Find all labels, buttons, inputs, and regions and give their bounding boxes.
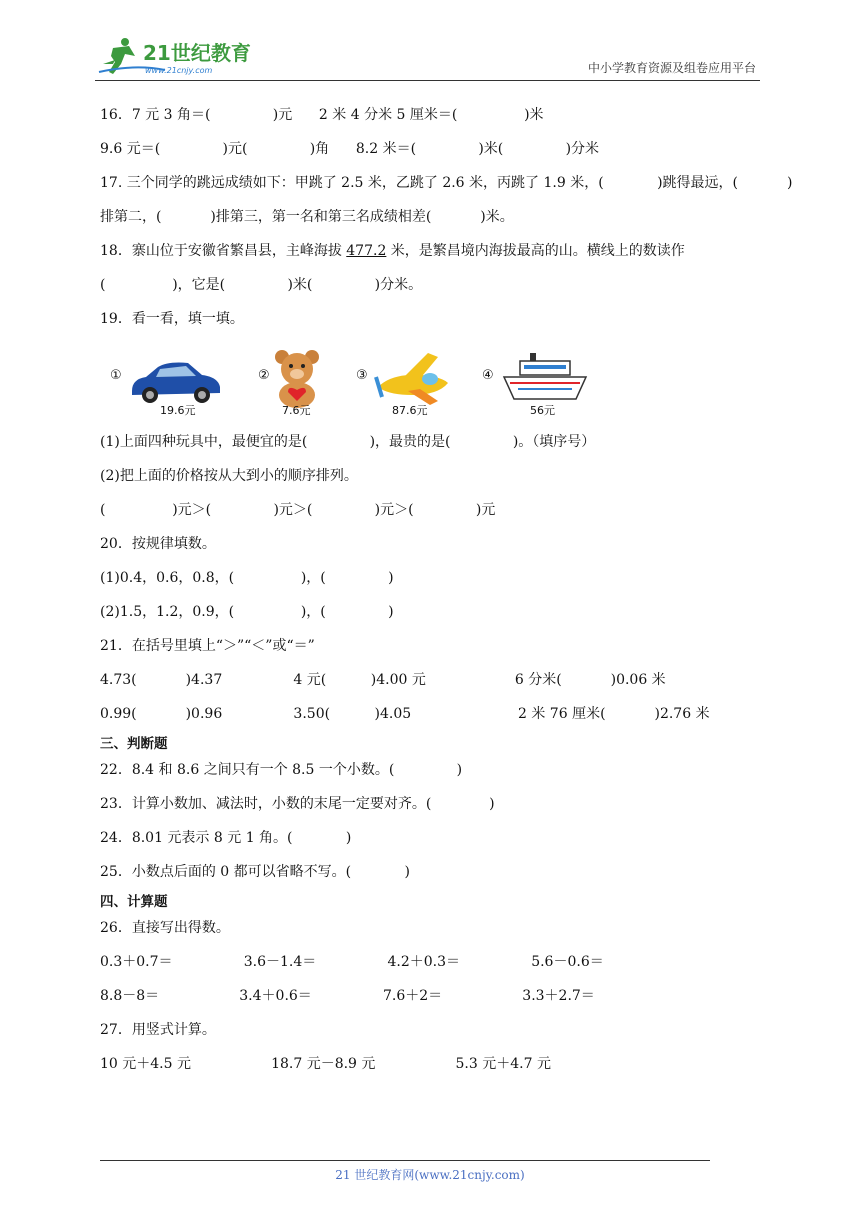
q19-sub3: ( )元＞( )元＞( )元＞( )元 xyxy=(100,502,496,518)
page-header xyxy=(95,34,760,81)
q27-row: 10 元＋4.5 元 18.7 元－8.9 元 5.3 元＋4.7 元 xyxy=(100,1056,551,1072)
logo-text: 21世纪教育 xyxy=(143,41,251,65)
q24: 24．8.01 元表示 8 元 1 角。( ) xyxy=(100,830,352,846)
q23: 23．计算小数加、减法时，小数的末尾一定要对齐。( ) xyxy=(100,796,495,812)
logo-url: www.21cnjy.com xyxy=(145,66,213,75)
q16-line1: 16．7 元 3 角＝( )元 2 米 4 分米 5 厘米＝( )米 xyxy=(100,107,544,123)
footer-text[interactable]: 21 世纪教育网(www.21cnjy.com) xyxy=(335,1168,525,1182)
toy-price-4: 56元 xyxy=(530,404,555,417)
section-4-heading: 四、计算题 xyxy=(100,894,168,910)
q26-row1: 0.3＋0.7＝ 3.6－1.4＝ 4.2＋0.3＝ 5.6－0.6＝ xyxy=(100,954,604,970)
section-3-heading: 三、判断题 xyxy=(100,736,168,752)
q16-line2: 9.6 元＝( )元( )角 8.2 米＝( )米( )分米 xyxy=(100,141,600,157)
toy-price-2: 7.6元 xyxy=(282,404,311,417)
q21-row1: 4.73( )4.37 4 元( )4.00 元 6 分米( )0.06 米 xyxy=(100,672,666,688)
logo-21cnjy-icon xyxy=(95,34,265,78)
q20-title: 20．按规律填数。 xyxy=(100,536,216,552)
toy-number-3: ③ xyxy=(356,368,368,383)
q26-row2: 8.8－8＝ 3.4＋0.6＝ 7.6＋2＝ 3.3＋2.7＝ xyxy=(100,988,595,1004)
toys-row xyxy=(110,338,610,420)
q27-title: 27．用竖式计算。 xyxy=(100,1022,216,1038)
q18-line2: ( )，它是( )米( )分米。 xyxy=(100,277,423,293)
q22: 22．8.4 和 8.6 之间只有一个 8.5 一个小数。( ) xyxy=(100,762,463,778)
q17-line1: 17. 三个同学的跳远成绩如下：甲跳了 2.5 米，乙跳了 2.6 米，丙跳了 1.9 米，( )跳得最远，( ) xyxy=(100,175,793,191)
q21-title: 21．在括号里填上“＞”“＜”或“＝” xyxy=(100,638,315,654)
q18-underlined-number: 477.2 xyxy=(346,243,387,259)
q20-sub2: (2)1.5，1.2，0.9，( )，( ) xyxy=(100,604,394,620)
toy-price-3: 87.6元 xyxy=(392,404,428,417)
toy-number-1: ① xyxy=(110,368,122,383)
q19-sub1: (1)上面四种玩具中，最便宜的是( )，最贵的是( )。（填序号） xyxy=(100,434,596,450)
q19-title: 19．看一看，填一填。 xyxy=(100,311,244,327)
q26-title: 26．直接写出得数。 xyxy=(100,920,230,936)
q18-pre: 18．寨山位于安徽省繁昌县，主峰海拔 xyxy=(100,243,347,259)
q21-row2: 0.99( )0.96 3.50( )4.05 2 米 76 厘米( )2.76 米 xyxy=(100,706,710,722)
q17-line2: 排第二，( )排第三，第一名和第三名成绩相差( )米。 xyxy=(100,209,514,225)
q18-post: 米，是繁昌境内海拔最高的山。横线上的数读作 xyxy=(386,243,685,259)
footer-divider xyxy=(100,1160,710,1161)
header-right-text: 中小学教育资源及组卷应用平台 xyxy=(587,61,756,75)
q18-line1 xyxy=(100,241,685,261)
toy-number-2: ② xyxy=(258,368,270,383)
toy-number-4: ④ xyxy=(482,368,494,383)
q19-sub2: (2)把上面的价格按从大到小的顺序排列。 xyxy=(100,468,358,484)
toy-price-1: 19.6元 xyxy=(160,404,196,417)
q20-sub1: (1)0.4，0.6，0.8，( )，( ) xyxy=(100,570,394,586)
q25: 25．小数点后面的 0 都可以省略不写。( ) xyxy=(100,864,410,880)
